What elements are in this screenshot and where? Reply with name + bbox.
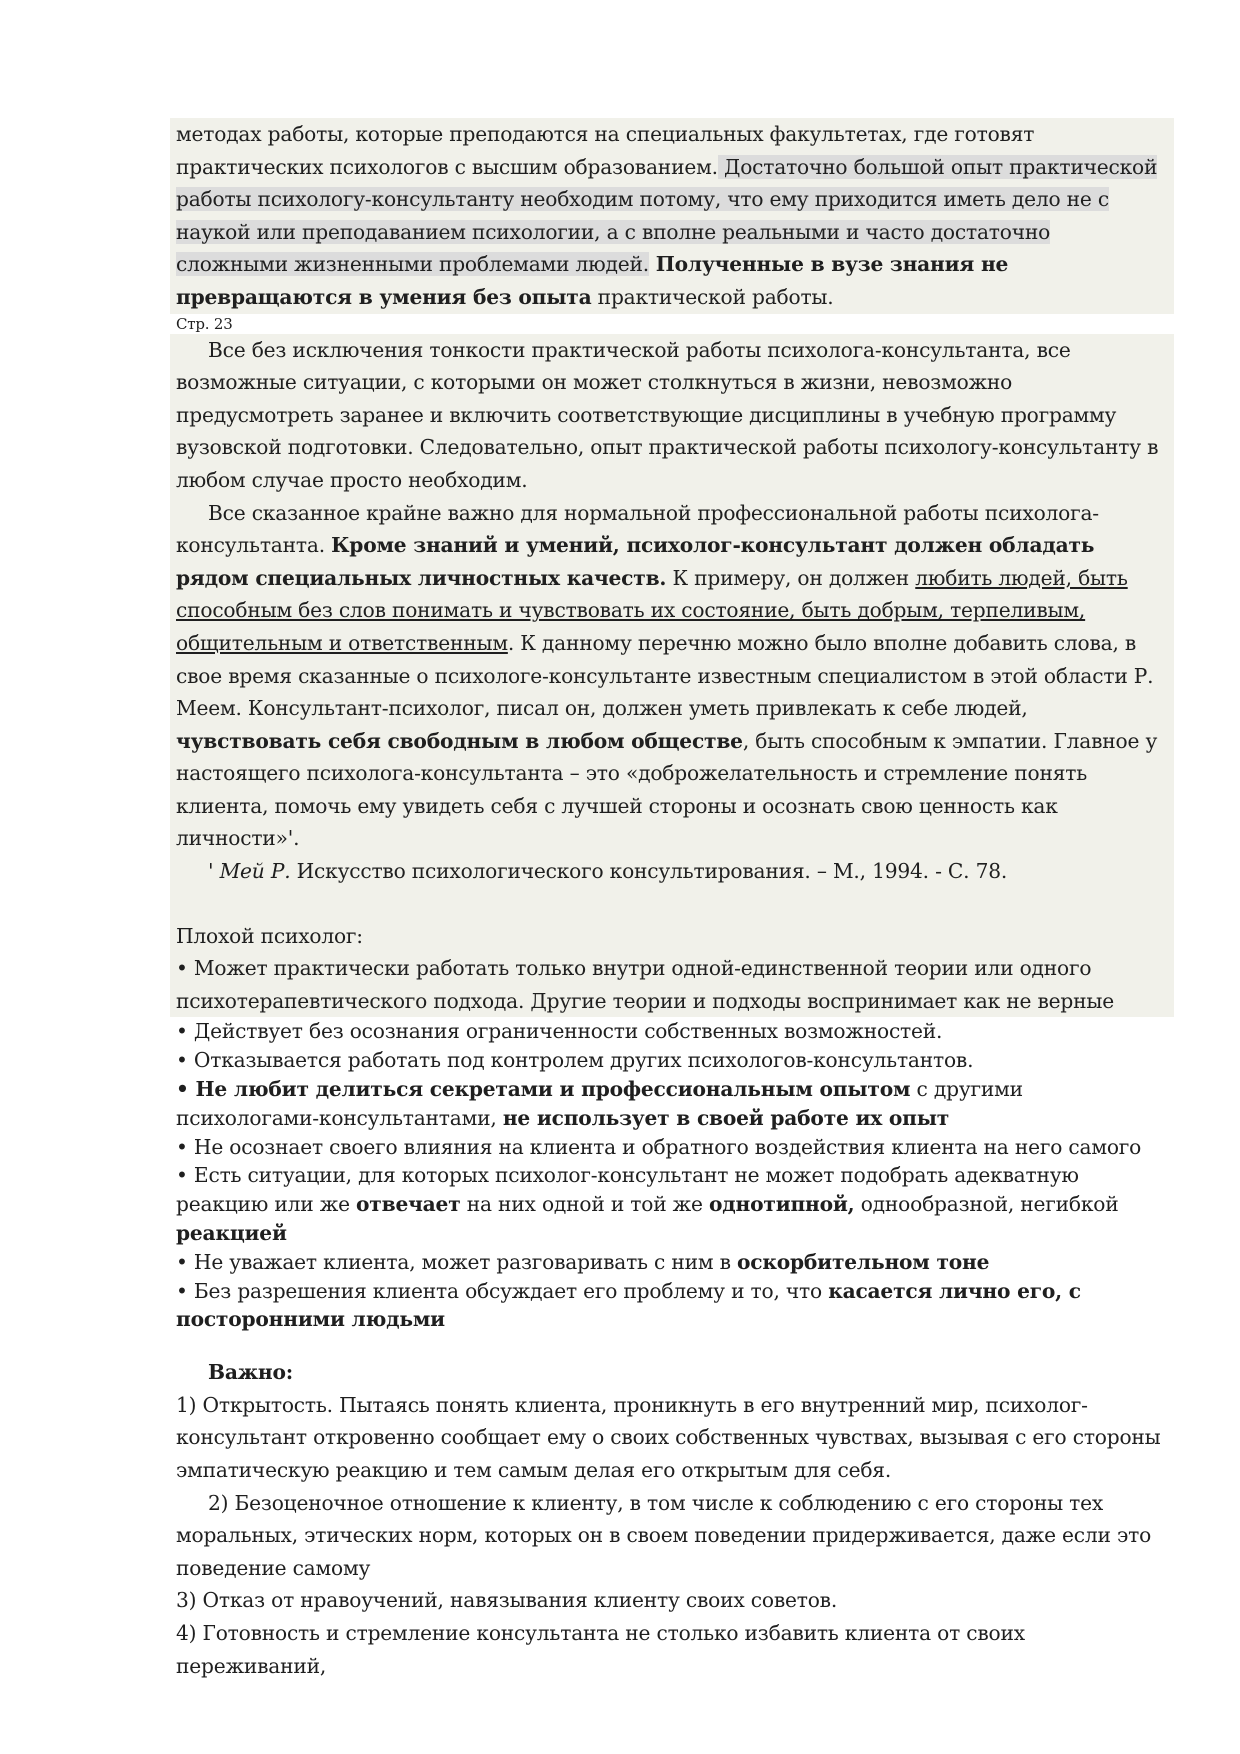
bad-item-4	[176, 1075, 1166, 1133]
footnote-mark: '	[208, 859, 220, 884]
p2-text-4: , быть способным к эмпатии. Главное у настоящего психолога-консультанта – это «доброжелательность и стремление понять клиента, помочь ему увидеть себя с лучшей стороны и осознать свою ценность как личности»'.	[176, 728, 1158, 851]
paragraph-2	[176, 497, 1166, 856]
bad-item-6-text-2: на них одной и той же	[460, 1192, 710, 1217]
intro-paragraph	[176, 118, 1166, 314]
bad-item-5: • Не осознает своего влияния на клиента и обратного воздействия клиента на него самого	[176, 1134, 1142, 1159]
bad-item-6-bold-2: однотипной,	[709, 1192, 855, 1217]
bad-item-7	[176, 1248, 1166, 1277]
bad-item-6-text-1: • Есть ситуации, для которых психолог-консультант не может подобрать адекватную реакцию или же	[176, 1163, 1079, 1217]
paragraph-1: Все без исключения тонкости практической работы психолога-консультанта, все возможные ситуации, с которыми он может столкнуться в жизни, невозможно предусмотреть заранее и включить соответствующие дисциплины в учебную программу вузовской подготовки. Следовательно, опыт практической работы психологу-консультанту в любом случае просто необходим.	[176, 337, 1159, 492]
intro-block	[170, 118, 1174, 314]
footnote-author: Мей Р.	[219, 859, 291, 884]
important-point-3: 3) Отказ от нравоучений, навязывания клиенту своих советов.	[176, 1588, 838, 1613]
intro-text-2: практической работы.	[591, 284, 834, 309]
bad-item-1: • Может практически работать только внутри одной-единственной теории или одного психотерапевтического подхода. Другие теории и подходы воспринимает как не верные	[176, 956, 1114, 1013]
bad-psychologist-list	[176, 1017, 1166, 1334]
p2-text-2: К примеру, он должен	[666, 565, 916, 590]
bad-item-3: • Отказывается работать под контролем других психологов-консультантов.	[176, 1048, 974, 1073]
important-point-2: 2) Безоценочное отношение к клиенту, в том числе к соблюдению с его стороны тех моральных, этических норм, которых он в своем поведении придерживается, даже если это поведение самому	[176, 1490, 1152, 1580]
bad-item-8	[176, 1277, 1166, 1335]
bad-item-6-text-3: однообразной, негибкой	[854, 1192, 1119, 1217]
footnote	[176, 855, 1166, 888]
bad-item-6-bold-3: реакцией	[176, 1221, 287, 1246]
p2-bold-2: чувствовать себя свободным в любом обществе	[176, 728, 743, 753]
p2-bold-1: Кроме знаний и умений, психолог-консультант должен обладать рядом специальных личностных качеств.	[176, 533, 1095, 590]
bad-item-4-bold-2: не использует в своей работе их опыт	[502, 1105, 950, 1130]
bad-item-2: • Действует без осознания ограниченности собственных возможностей.	[176, 1019, 943, 1044]
main-block	[170, 334, 1174, 1018]
important-section	[176, 1356, 1166, 1682]
bad-item-4-bold-1: • Не любит делиться секретами и профессиональным опытом	[176, 1077, 911, 1102]
page-reference: Стр. 23	[176, 314, 233, 333]
bad-psychologist-title: Плохой психолог:	[176, 923, 363, 948]
important-title: Важно:	[208, 1360, 294, 1385]
footnote-text: Искусство психологического консультирования. – М., 1994. - С. 78.	[290, 859, 1008, 884]
bad-item-7-text: • Не уважает клиента, может разговаривать с ним в	[176, 1249, 737, 1274]
important-title-line	[176, 1356, 1166, 1389]
intro-text-1: методах работы, которые преподаются на специальных факультетах, где готовят практических психологов с высшим образованием.	[176, 122, 1035, 179]
document-body	[176, 118, 1166, 1682]
p2-text-1: Все сказанное крайне важно для нормальной профессиональной работы психолога-консультанта.	[176, 500, 1099, 558]
important-point-4: 4) Готовность и стремление консультанта не столько избавить клиента от своих переживаний,	[176, 1620, 1025, 1678]
important-point-1: 1) Открытость. Пытаясь понять клиента, проникнуть в его внутренний мир, психолог-консультант откровенно сообщает ему о своих собственных чувствах, вызывая с его стороны эмпатическую реакцию и тем самым делая его открытым для себя.	[176, 1392, 1161, 1482]
intro-bold-text: Полученные в вузе знания не превращаются в умения без опыта	[176, 252, 1009, 309]
bad-item-6	[176, 1161, 1166, 1247]
bad-item-4-text: с другими психологами-консультантами,	[176, 1077, 1023, 1130]
p2-text-3: . К данному перечню можно было вполне добавить слова, в свое время сказанные о психологе-консультанте известным специалистом в этой области Р. Меем. Консультант-психолог, писал он, должен уметь привлекать к себе людей,	[176, 630, 1154, 721]
bad-item-8-bold: касается лично его, с посторонними людьми	[176, 1278, 1081, 1332]
bad-item-7-bold: оскорбительном тоне	[737, 1249, 990, 1274]
bad-item-6-bold-1: отвечает	[356, 1192, 461, 1217]
intro-highlighted-text: Достаточно большой опыт практической работы психологу-консультанту необходим потому, что ему приходится иметь дело не с наукой или преподаванием психологии, а с вполне реальными и часто достаточно сложными жизненными проблемами людей.	[176, 154, 1158, 277]
bad-item-8-text: • Без разрешения клиента обсуждает его проблему и то, что	[176, 1278, 829, 1303]
p2-underlined: любить людей, быть способным без слов понимать и чувствовать их состояние, быть добрым, терпеливым, общительным и ответственным	[176, 565, 1128, 655]
